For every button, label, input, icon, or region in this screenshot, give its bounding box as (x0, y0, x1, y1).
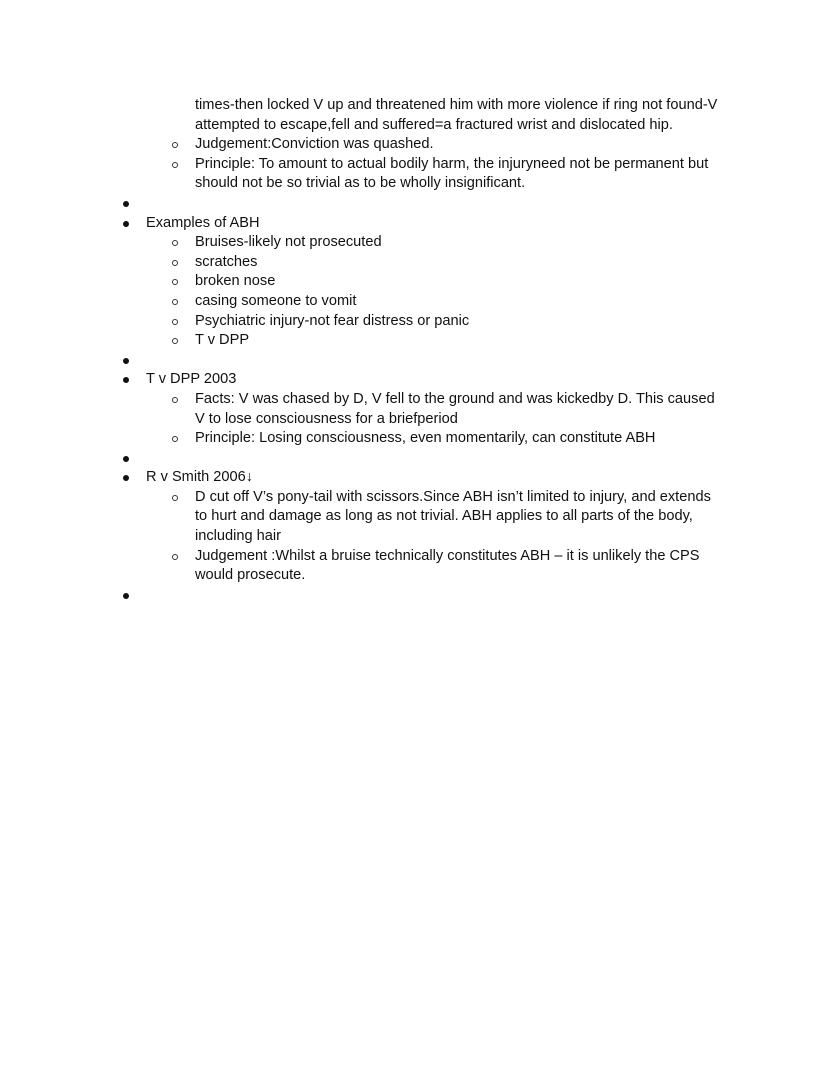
sub-list-item (0, 233, 828, 253)
sub-list-item (0, 331, 828, 351)
bullet-circle-icon (172, 240, 178, 246)
sub-list-item (0, 292, 828, 312)
sub-list-item (0, 488, 828, 508)
document-body (0, 96, 828, 605)
list-item-text: Facts: V was chased by D, V fell to the ground and was kickedby D. This caused (195, 390, 715, 407)
bullet-disc-icon (123, 475, 129, 481)
list-item-text: times-then locked V up and threatened him with more violence if ring not found-V (195, 97, 718, 113)
bullet-circle-icon (172, 495, 178, 501)
bullet-circle-icon (172, 142, 178, 148)
sub-list-item (0, 566, 828, 586)
list-item-text: T v DPP 2003 (146, 371, 237, 388)
sub-list-item (0, 410, 828, 430)
bullet-circle-icon (172, 397, 178, 403)
sub-list-item (0, 507, 828, 527)
sub-list-item (0, 272, 828, 292)
list-item-text: R v Smith 2006↓ (146, 469, 254, 486)
bullet-disc-icon (123, 456, 129, 462)
list-item-text: Judgement:Conviction was quashed. (195, 136, 434, 153)
list-item-text: Principle: Losing consciousness, even momentarily, can constitute ABH (195, 430, 656, 447)
sub-list-item (0, 429, 828, 449)
bullet-circle-icon (172, 162, 178, 168)
list-item-text: including hair (195, 528, 281, 545)
sub-list-item (0, 547, 828, 567)
list-item-text: D cut off V’s pony-tail with scissors.Since ABH isn’t limited to injury, and extends (195, 488, 711, 505)
sub-list-item (0, 527, 828, 547)
list-item-text: Principle: To amount to actual bodily harm, the injuryneed not be permanent but (195, 155, 709, 172)
sub-list-item (0, 116, 828, 136)
sub-list-item (0, 390, 828, 410)
bullet-circle-icon (172, 279, 178, 285)
list-item (0, 586, 828, 606)
bullet-disc-icon (123, 221, 129, 227)
list-item-text: T v DPP (195, 332, 250, 349)
list-item-text: Examples of ABH (146, 214, 260, 231)
list-item-text: attempted to escape,fell and suffered=a fractured wrist and dislocated hip. (195, 116, 673, 133)
bullet-disc-icon (123, 593, 129, 599)
bullet-circle-icon (172, 319, 178, 325)
bullet-circle-icon (172, 554, 178, 560)
list-item-text: scratches (195, 253, 258, 270)
list-item-text: should not be so trivial as to be wholly insignificant. (195, 175, 526, 192)
list-item (0, 214, 828, 234)
sub-list-item (0, 135, 828, 155)
bullet-circle-icon (172, 299, 178, 305)
list-item (0, 370, 828, 390)
sub-list-item (0, 96, 828, 116)
list-item-text: Bruises-likely not prosecuted (195, 234, 382, 251)
list-item-text: to hurt and damage as long as not trivial. ABH applies to all parts of the body, (195, 508, 693, 525)
list-item-text: Judgement :Whilst a bruise technically constitutes ABH – it is unlikely the CPS (195, 547, 700, 564)
sub-list-item (0, 155, 828, 175)
list-item-text: V to lose consciousness for a briefperiod (195, 410, 458, 427)
sub-list-item (0, 174, 828, 194)
bullet-disc-icon (123, 377, 129, 383)
list-item (0, 449, 828, 469)
list-item (0, 194, 828, 214)
bullet-circle-icon (172, 436, 178, 442)
list-item-text: would prosecute. (195, 567, 306, 584)
bullet-disc-icon (123, 358, 129, 364)
bullet-disc-icon (123, 201, 129, 207)
list-item (0, 351, 828, 371)
list-item-text: broken nose (195, 273, 276, 290)
bullet-circle-icon (172, 260, 178, 266)
sub-list-item (0, 253, 828, 273)
list-item (0, 468, 828, 488)
list-item-text: Psychiatric injury-not fear distress or panic (195, 312, 470, 329)
bullet-circle-icon (172, 338, 178, 344)
sub-list-item (0, 312, 828, 332)
list-item-text: casing someone to vomit (195, 292, 357, 309)
